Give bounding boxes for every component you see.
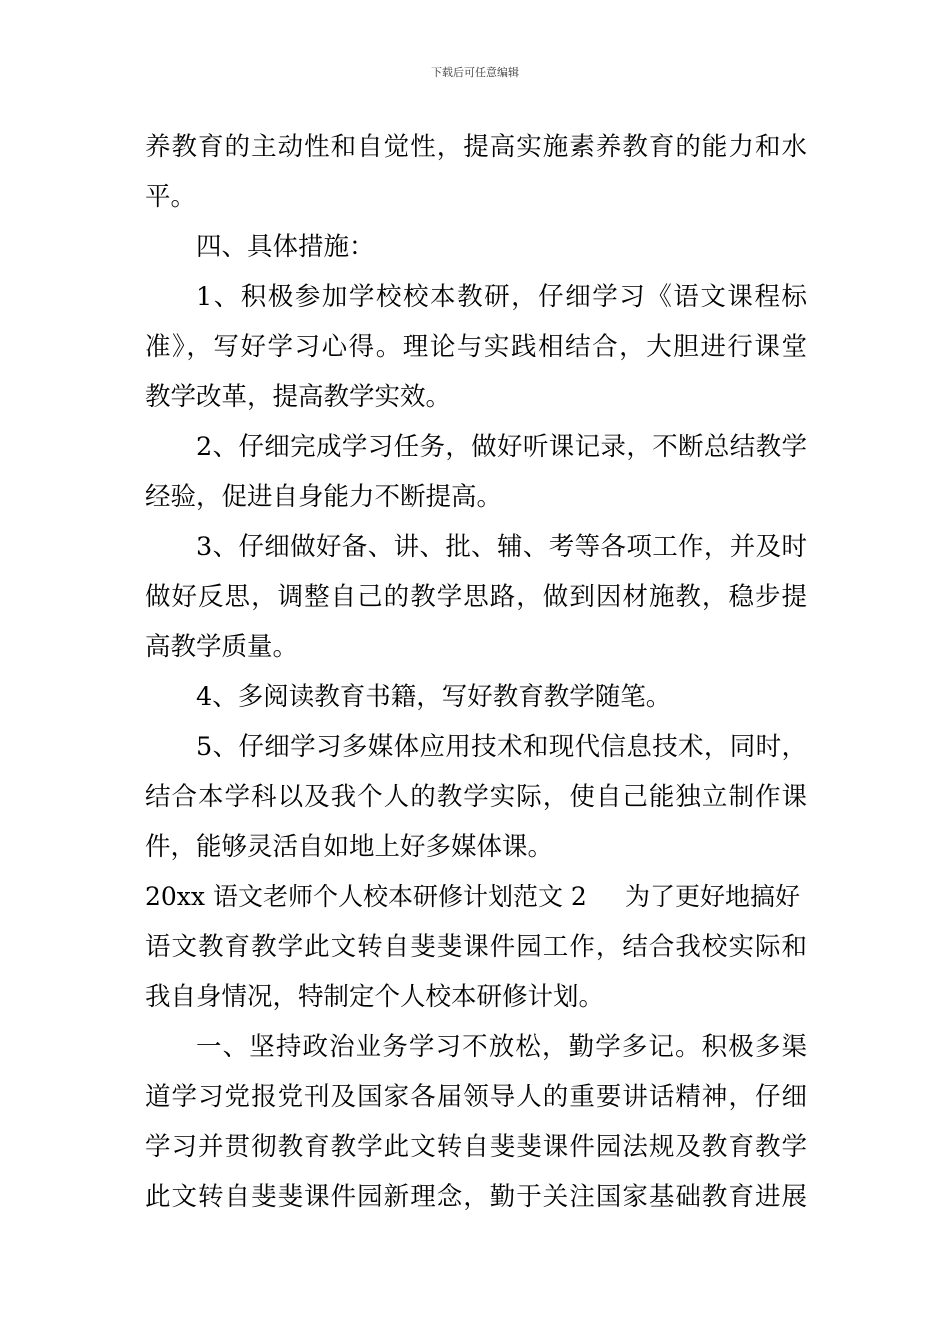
text-line: 1、积极参加学校校本教研，仔细学习《语文课程标 [196,282,807,312]
text-line: 5、仔细学习多媒体应用技术和现代信息技术，同时， [196,732,807,762]
text-line: 一、坚持政治业务学习不放松，勤学多记。积极多渠 [196,1032,807,1062]
section-heading: 四、具体措施： [196,232,375,262]
text-line: 件，能够灵活自如地上好多媒体课。 [145,832,554,862]
text-line: 经验，促进自身能力不断提高。 [145,482,503,512]
text-line: 此文转自斐斐课件园新理念，勤于关注国家基础教育进展 [145,1182,807,1212]
section-title: 20xx 语文老师个人校本研修计划范文 2 [145,882,587,911]
text-line: 3、仔细做好备、讲、批、辅、考等各项工作，并及时 [196,532,807,562]
document-body [145,122,807,1222]
text-line: 养教育的主动性和自觉性，提高实施素养教育的能力和水 [145,132,807,162]
text-line: 2、仔细完成学习任务，做好听课记录，不断总结教学 [196,432,807,462]
text-line: 语文教育教学此文转自斐斐课件园工作，结合我校实际和 [145,932,807,962]
section-title-line [145,872,807,922]
text-line: 学习并贯彻教育教学此文转自斐斐课件园法规及教育教学 [145,1132,807,1162]
text-line: 道学习党报党刊及国家各届领导人的重要讲话精神，仔细 [145,1082,807,1112]
text-line: 我自身情况，特制定个人校本研修计划。 [145,982,605,1012]
text-line: 做好反思，调整自己的教学思路，做到因材施教，稳步提 [145,582,807,612]
text-line: 教学改革，提高教学实效。 [145,382,452,412]
text-line: 4、多阅读教育书籍，写好教育教学随笔。 [196,682,672,712]
text-line: 准》，写好学习心得。理论与实践相结合，大胆进行课堂 [145,332,807,362]
text-line: 结合本学科以及我个人的教学实际，使自己能独立制作课 [145,782,807,812]
text-line: 平。 [145,182,197,212]
page-header: 下载后可任意编辑 [431,66,519,79]
text-line: 高教学质量。 [145,632,299,662]
text-fragment: 为了更好地搞好 [625,882,801,911]
